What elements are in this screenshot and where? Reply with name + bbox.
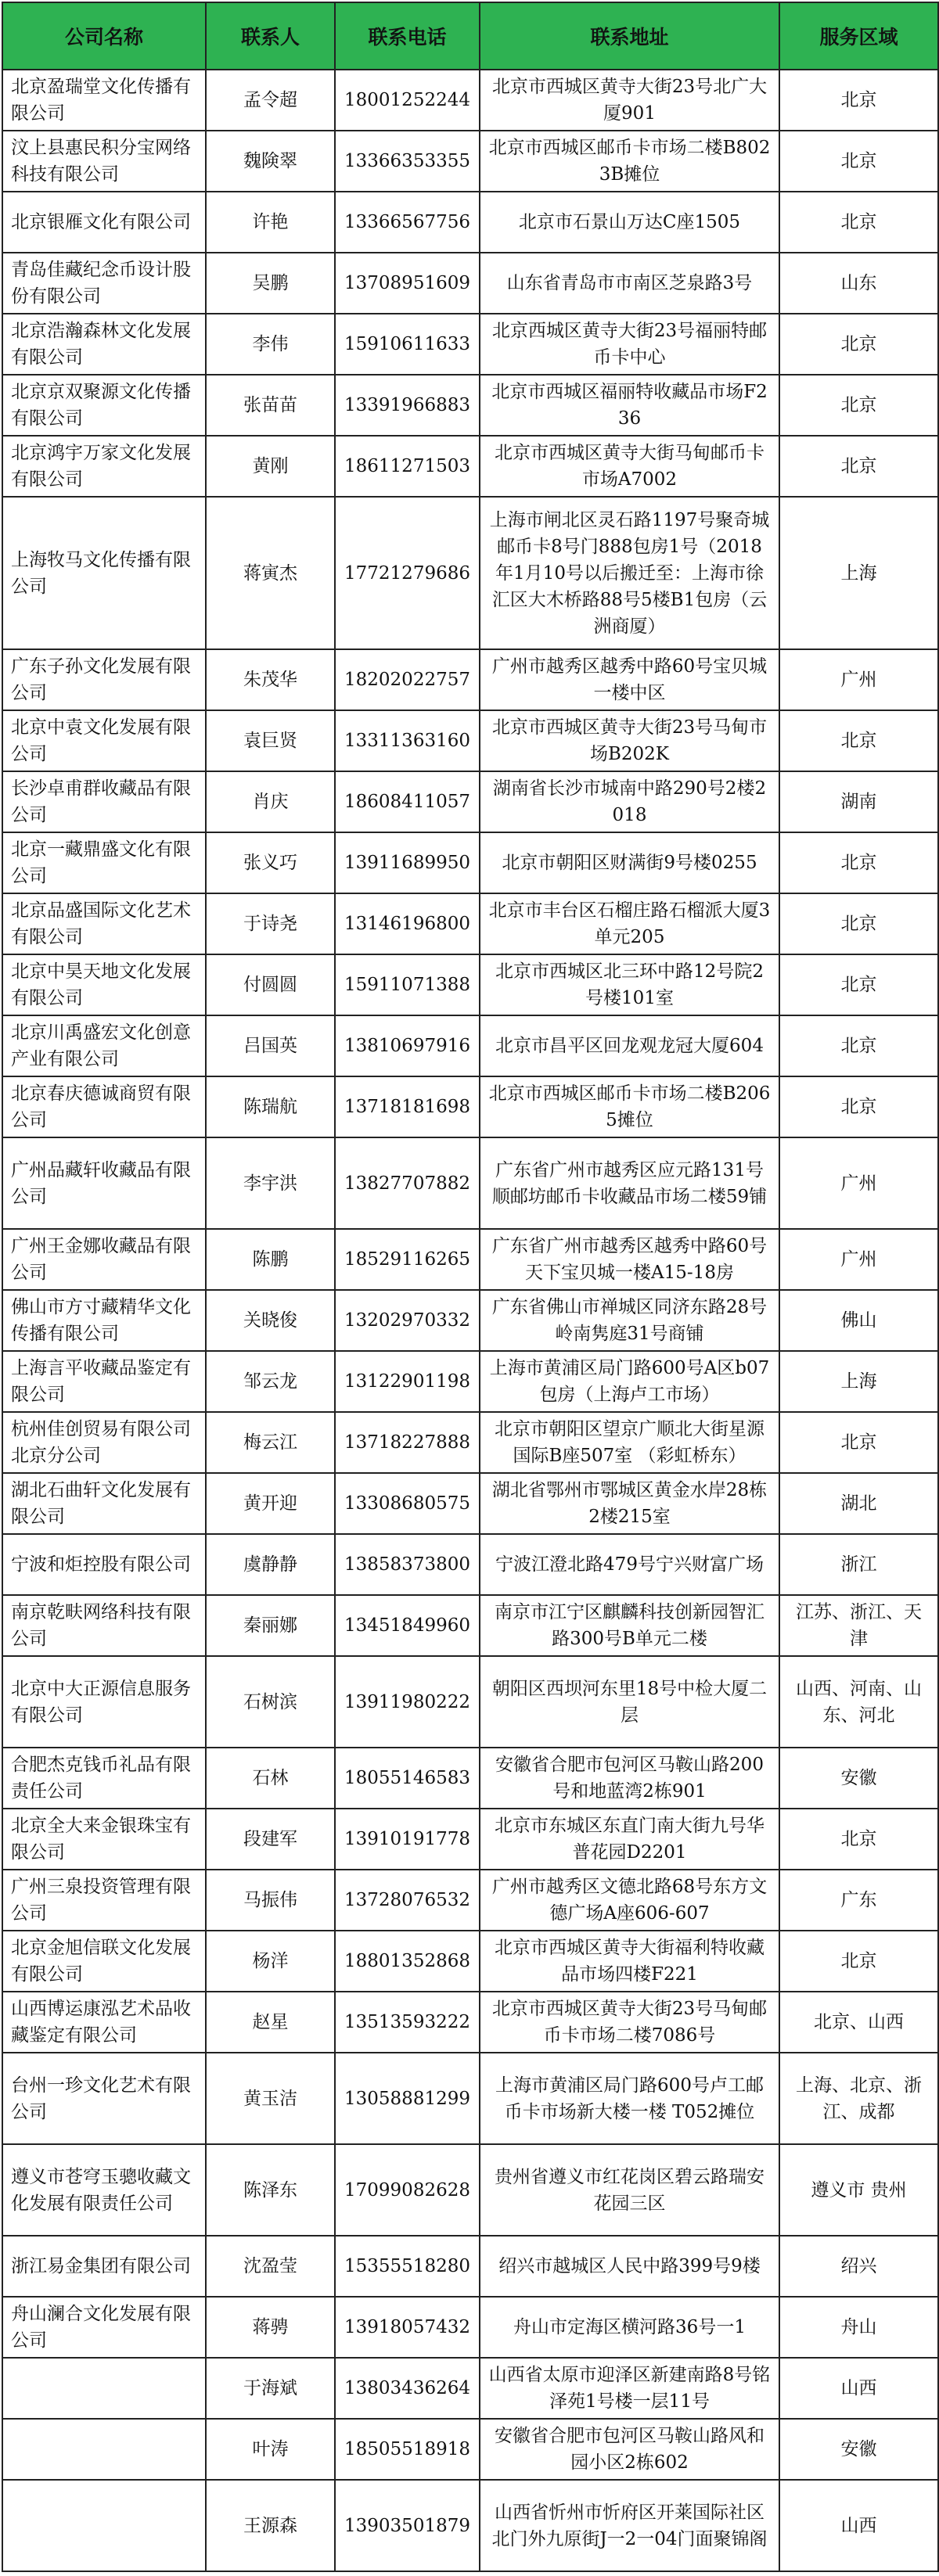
cell-contact: 黄玉洁 xyxy=(206,2053,335,2144)
table-row xyxy=(2,1748,938,1809)
cell-contact: 张苗苗 xyxy=(206,375,335,436)
table-row xyxy=(2,1473,938,1534)
table-row xyxy=(2,314,938,375)
cell-phone: 13366353355 xyxy=(335,131,480,192)
table-row xyxy=(2,2053,938,2144)
cell-region: 北京 xyxy=(779,1412,938,1473)
cell-contact: 杨洋 xyxy=(206,1931,335,1992)
cell-phone: 18202022757 xyxy=(335,649,480,710)
cell-company: 杭州佳创贸易有限公司北京分公司 xyxy=(2,1412,206,1473)
cell-company: 汶上县惠民积分宝网络科技有限公司 xyxy=(2,131,206,192)
cell-region: 北京、山西 xyxy=(779,1992,938,2053)
cell-address: 北京市西城区邮币卡市场二楼B2065摊位 xyxy=(480,1076,779,1137)
cell-phone: 13513593222 xyxy=(335,1992,480,2053)
cell-address: 北京市昌平区回龙观龙冠大厦604 xyxy=(480,1015,779,1076)
cell-region: 山西 xyxy=(779,2358,938,2419)
cell-phone: 13451849960 xyxy=(335,1595,480,1656)
cell-phone: 18055146583 xyxy=(335,1748,480,1809)
cell-region: 安徽 xyxy=(779,1748,938,1809)
cell-address: 上海市闸北区灵石路1197号聚奇城邮币卡8号门888包房1号（2018年1月10号以后搬迁至：上海市徐汇区大木桥路88号5楼B1包房（云洲商厦） xyxy=(480,497,779,649)
cell-address: 上海市黄浦区局门路600号A区b07包房（上海卢工市场） xyxy=(480,1351,779,1412)
cell-contact: 秦丽娜 xyxy=(206,1595,335,1656)
cell-contact: 陈泽东 xyxy=(206,2144,335,2236)
cell-phone: 17099082628 xyxy=(335,2144,480,2236)
cell-company: 广东子孙文化发展有限公司 xyxy=(2,649,206,710)
cell-region: 湖南 xyxy=(779,771,938,832)
cell-region: 北京 xyxy=(779,1931,938,1992)
cell-region: 佛山 xyxy=(779,1290,938,1351)
cell-contact: 沈盈莹 xyxy=(206,2236,335,2297)
cell-phone: 13146196800 xyxy=(335,893,480,954)
header-region: 服务区域 xyxy=(779,2,938,70)
cell-address: 广州市越秀区文德北路68号东方文德广场A座606-607 xyxy=(480,1870,779,1931)
table-row xyxy=(2,1870,938,1931)
table-row xyxy=(2,1015,938,1076)
cell-region: 上海 xyxy=(779,1351,938,1412)
cell-company: 北京浩瀚森林文化发展有限公司 xyxy=(2,314,206,375)
header-address: 联系地址 xyxy=(480,2,779,70)
cell-phone: 13858373800 xyxy=(335,1534,480,1595)
cell-contact: 李宇洪 xyxy=(206,1137,335,1229)
cell-address: 北京市西城区黄寺大街马甸邮币卡市场A7002 xyxy=(480,436,779,497)
cell-company: 北京中昊天地文化发展有限公司 xyxy=(2,954,206,1015)
cell-contact: 关晓俊 xyxy=(206,1290,335,1351)
cell-address: 湖南省长沙市城南中路290号2楼2018 xyxy=(480,771,779,832)
cell-address: 北京市西城区黄寺大街23号北广大厦901 xyxy=(480,70,779,131)
cell-address: 上海市黄浦区局门路600号卢工邮币卡市场新大楼一楼 T052摊位 xyxy=(480,2053,779,2144)
cell-address: 北京市丰台区石榴庄路石榴派大厦3单元205 xyxy=(480,893,779,954)
cell-region: 北京 xyxy=(779,832,938,893)
cell-contact: 蒋寅杰 xyxy=(206,497,335,649)
cell-company: 浙江易金集团有限公司 xyxy=(2,2236,206,2297)
cell-region: 江苏、浙江、天津 xyxy=(779,1595,938,1656)
table-row xyxy=(2,2236,938,2297)
cell-phone: 13718227888 xyxy=(335,1412,480,1473)
table-row xyxy=(2,1534,938,1595)
cell-contact: 邹云龙 xyxy=(206,1351,335,1412)
cell-region: 北京 xyxy=(779,70,938,131)
table-row xyxy=(2,375,938,436)
cell-region: 北京 xyxy=(779,192,938,253)
cell-contact: 赵星 xyxy=(206,1992,335,2053)
table-row xyxy=(2,649,938,710)
cell-contact: 石树滨 xyxy=(206,1656,335,1748)
header-contact: 联系人 xyxy=(206,2,335,70)
cell-phone: 15910611633 xyxy=(335,314,480,375)
cell-address: 广东省广州市越秀区越秀中路60号天下宝贝城一楼A15-18房 xyxy=(480,1229,779,1290)
table-row xyxy=(2,1137,938,1229)
cell-region: 上海 xyxy=(779,497,938,649)
table-row xyxy=(2,131,938,192)
cell-phone: 13827707882 xyxy=(335,1137,480,1229)
cell-company: 宁波和炬控股有限公司 xyxy=(2,1534,206,1595)
cell-region: 安徽 xyxy=(779,2419,938,2480)
cell-company: 青岛佳藏纪念币设计股份有限公司 xyxy=(2,253,206,314)
cell-company: 长沙卓甫群收藏品有限公司 xyxy=(2,771,206,832)
table-row xyxy=(2,1229,938,1290)
table-row xyxy=(2,497,938,649)
table-row xyxy=(2,771,938,832)
cell-address: 安徽省合肥市包河区马鞍山路风和园小区2栋602 xyxy=(480,2419,779,2480)
table-row xyxy=(2,1656,938,1748)
cell-address: 广东省佛山市禅城区同济东路28号岭南隽庭31号商铺 xyxy=(480,1290,779,1351)
cell-company: 北京全大来金银珠宝有限公司 xyxy=(2,1809,206,1870)
cell-region: 山东 xyxy=(779,253,938,314)
cell-contact: 黄刚 xyxy=(206,436,335,497)
cell-address: 朝阳区西坝河东里18号中检大厦二层 xyxy=(480,1656,779,1748)
cell-phone: 13391966883 xyxy=(335,375,480,436)
cell-phone: 13308680575 xyxy=(335,1473,480,1534)
table-row xyxy=(2,2144,938,2236)
header-row xyxy=(2,2,938,70)
cell-company: 舟山澜合文化发展有限公司 xyxy=(2,2297,206,2358)
cell-contact: 蒋骋 xyxy=(206,2297,335,2358)
cell-phone: 15355518280 xyxy=(335,2236,480,2297)
cell-company: 南京乾畉网络科技有限公司 xyxy=(2,1595,206,1656)
table-body xyxy=(2,70,938,2571)
table-row xyxy=(2,253,938,314)
cell-phone: 18505518918 xyxy=(335,2419,480,2480)
cell-company: 北京川禹盛宏文化创意产业有限公司 xyxy=(2,1015,206,1076)
cell-phone: 13910191778 xyxy=(335,1809,480,1870)
cell-contact: 段建军 xyxy=(206,1809,335,1870)
cell-contact: 许艳 xyxy=(206,192,335,253)
table-row xyxy=(2,710,938,771)
table-row xyxy=(2,2419,938,2480)
cell-region: 北京 xyxy=(779,131,938,192)
cell-phone: 13810697916 xyxy=(335,1015,480,1076)
cell-address: 北京西城区黄寺大街23号福丽特邮币卡中心 xyxy=(480,314,779,375)
cell-region: 广州 xyxy=(779,649,938,710)
cell-company: 北京金旭信联文化发展有限公司 xyxy=(2,1931,206,1992)
cell-address: 广东省广州市越秀区应元路131号顺邮坊邮币卡收藏品市场二楼59铺 xyxy=(480,1137,779,1229)
cell-contact: 付圆圆 xyxy=(206,954,335,1015)
cell-phone: 13911980222 xyxy=(335,1656,480,1748)
cell-address: 北京市西城区黄寺大街23号马甸邮币卡市场二楼7086号 xyxy=(480,1992,779,2053)
cell-region: 北京 xyxy=(779,375,938,436)
cell-phone: 18611271503 xyxy=(335,436,480,497)
cell-address: 宁波江澄北路479号宁兴财富广场 xyxy=(480,1534,779,1595)
cell-region: 上海、北京、浙江、成都 xyxy=(779,2053,938,2144)
cell-address: 北京市石景山万达C座1505 xyxy=(480,192,779,253)
cell-contact: 吕国英 xyxy=(206,1015,335,1076)
cell-company xyxy=(2,2480,206,2571)
cell-region: 北京 xyxy=(779,954,938,1015)
cell-region: 广州 xyxy=(779,1229,938,1290)
table-row xyxy=(2,2358,938,2419)
cell-address: 北京市西城区福丽特收藏品市场F236 xyxy=(480,375,779,436)
cell-company: 北京春庆德诚商贸有限公司 xyxy=(2,1076,206,1137)
cell-region: 遵义市 贵州 xyxy=(779,2144,938,2236)
cell-contact: 吴鹏 xyxy=(206,253,335,314)
cell-company: 上海言平收藏品鉴定有限公司 xyxy=(2,1351,206,1412)
cell-phone: 13803436264 xyxy=(335,2358,480,2419)
cell-contact: 李伟 xyxy=(206,314,335,375)
cell-address: 山西省太原市迎泽区新建南路8号铭泽苑1号楼一层11号 xyxy=(480,2358,779,2419)
table-row xyxy=(2,2480,938,2571)
cell-phone: 15911071388 xyxy=(335,954,480,1015)
cell-contact: 肖庆 xyxy=(206,771,335,832)
table-row xyxy=(2,436,938,497)
table-row xyxy=(2,70,938,131)
cell-contact: 虞静静 xyxy=(206,1534,335,1595)
table-row xyxy=(2,954,938,1015)
cell-address: 绍兴市越城区人民中路399号9楼 xyxy=(480,2236,779,2297)
cell-phone: 18001252244 xyxy=(335,70,480,131)
cell-company: 北京盈瑞堂文化传播有限公司 xyxy=(2,70,206,131)
cell-region: 湖北 xyxy=(779,1473,938,1534)
cell-address: 舟山市定海区横河路36号一1 xyxy=(480,2297,779,2358)
cell-company: 上海牧马文化传播有限公司 xyxy=(2,497,206,649)
cell-contact: 魏険翠 xyxy=(206,131,335,192)
cell-company: 北京鸿宇万家文化发展有限公司 xyxy=(2,436,206,497)
cell-address: 北京市西城区北三环中路12号院2号楼101室 xyxy=(480,954,779,1015)
cell-company: 遵义市苍穹玉骢收藏文化发展有限责任公司 xyxy=(2,2144,206,2236)
cell-region: 北京 xyxy=(779,436,938,497)
header-phone: 联系电话 xyxy=(335,2,480,70)
cell-region: 广州 xyxy=(779,1137,938,1229)
cell-address: 北京市朝阳区财满街9号楼0255 xyxy=(480,832,779,893)
table-row xyxy=(2,1412,938,1473)
cell-contact: 朱茂华 xyxy=(206,649,335,710)
cell-contact: 陈瑞航 xyxy=(206,1076,335,1137)
cell-company: 北京中大正源信息服务有限公司 xyxy=(2,1656,206,1748)
cell-company: 湖北石曲轩文化发展有限公司 xyxy=(2,1473,206,1534)
cell-address: 山东省青岛市市南区芝泉路3号 xyxy=(480,253,779,314)
table-row xyxy=(2,1351,938,1412)
cell-phone: 18608411057 xyxy=(335,771,480,832)
cell-phone: 18801352868 xyxy=(335,1931,480,1992)
cell-address: 山西省忻州市忻府区开莱国际社区北门外九原街J一2一04门面聚锦阁 xyxy=(480,2480,779,2571)
table-row xyxy=(2,1076,938,1137)
cell-contact: 梅云江 xyxy=(206,1412,335,1473)
cell-phone: 13918057432 xyxy=(335,2297,480,2358)
cell-region: 绍兴 xyxy=(779,2236,938,2297)
table-row xyxy=(2,2297,938,2358)
cell-phone: 13718181698 xyxy=(335,1076,480,1137)
cell-region: 北京 xyxy=(779,893,938,954)
cell-phone: 13122901198 xyxy=(335,1351,480,1412)
cell-company: 广州王金娜收藏品有限公司 xyxy=(2,1229,206,1290)
table-row xyxy=(2,893,938,954)
cell-contact: 叶涛 xyxy=(206,2419,335,2480)
cell-phone: 13903501879 xyxy=(335,2480,480,2571)
cell-region: 北京 xyxy=(779,1015,938,1076)
cell-company: 合肥杰克钱币礼品有限责任公司 xyxy=(2,1748,206,1809)
cell-phone: 13202970332 xyxy=(335,1290,480,1351)
cell-contact: 张义巧 xyxy=(206,832,335,893)
table-row xyxy=(2,1595,938,1656)
cell-contact: 于海斌 xyxy=(206,2358,335,2419)
cell-address: 安徽省合肥市包河区马鞍山路200号和地蓝湾2栋901 xyxy=(480,1748,779,1809)
table-row xyxy=(2,832,938,893)
cell-address: 北京市西城区黄寺大街福利特收藏品市场四楼F221 xyxy=(480,1931,779,1992)
table-row xyxy=(2,1290,938,1351)
cell-region: 山西、河南、山东、河北 xyxy=(779,1656,938,1748)
cell-contact: 孟令超 xyxy=(206,70,335,131)
cell-company: 广州三泉投资管理有限公司 xyxy=(2,1870,206,1931)
cell-company xyxy=(2,2419,206,2480)
cell-phone: 13366567756 xyxy=(335,192,480,253)
cell-region: 广东 xyxy=(779,1870,938,1931)
cell-company: 山西博运康泓艺术品收藏鉴定有限公司 xyxy=(2,1992,206,2053)
cell-contact: 于诗尧 xyxy=(206,893,335,954)
cell-phone: 18529116265 xyxy=(335,1229,480,1290)
cell-phone: 13311363160 xyxy=(335,710,480,771)
company-contact-table xyxy=(2,2,939,2572)
cell-company: 北京银雁文化有限公司 xyxy=(2,192,206,253)
cell-address: 湖北省鄂州市鄂城区黄金水岸28栋2楼215室 xyxy=(480,1473,779,1534)
table-row xyxy=(2,1992,938,2053)
cell-company: 北京中袁文化发展有限公司 xyxy=(2,710,206,771)
cell-company xyxy=(2,2358,206,2419)
cell-region: 北京 xyxy=(779,710,938,771)
table-row xyxy=(2,1809,938,1870)
header-company: 公司名称 xyxy=(2,2,206,70)
cell-phone: 13728076532 xyxy=(335,1870,480,1931)
cell-region: 浙江 xyxy=(779,1534,938,1595)
cell-phone: 17721279686 xyxy=(335,497,480,649)
cell-company: 北京京双聚源文化传播有限公司 xyxy=(2,375,206,436)
cell-company: 北京一藏鼎盛文化有限公司 xyxy=(2,832,206,893)
cell-phone: 13708951609 xyxy=(335,253,480,314)
cell-region: 舟山 xyxy=(779,2297,938,2358)
cell-region: 山西 xyxy=(779,2480,938,2571)
cell-contact: 马振伟 xyxy=(206,1870,335,1931)
cell-contact: 黄开迎 xyxy=(206,1473,335,1534)
cell-contact: 袁巨贤 xyxy=(206,710,335,771)
cell-contact: 王源森 xyxy=(206,2480,335,2571)
cell-company: 佛山市方寸藏精华文化传播有限公司 xyxy=(2,1290,206,1351)
table-row xyxy=(2,1931,938,1992)
cell-company: 北京品盛国际文化艺术有限公司 xyxy=(2,893,206,954)
cell-address: 北京市朝阳区望京广顺北大街星源国际B座507室 （彩虹桥东） xyxy=(480,1412,779,1473)
table-row xyxy=(2,192,938,253)
cell-company: 台州一珍文化艺术有限公司 xyxy=(2,2053,206,2144)
cell-address: 北京市西城区黄寺大街23号马甸市场B202K xyxy=(480,710,779,771)
cell-contact: 石林 xyxy=(206,1748,335,1809)
cell-address: 北京市东城区东直门南大街九号华普花园D2201 xyxy=(480,1809,779,1870)
cell-address: 南京市江宁区麒麟科技创新园智汇路300号B单元二楼 xyxy=(480,1595,779,1656)
cell-company: 广州品藏轩收藏品有限公司 xyxy=(2,1137,206,1229)
cell-address: 北京市西城区邮币卡市场二楼B8023B摊位 xyxy=(480,131,779,192)
cell-region: 北京 xyxy=(779,1809,938,1870)
cell-contact: 陈鹏 xyxy=(206,1229,335,1290)
cell-phone: 13911689950 xyxy=(335,832,480,893)
cell-region: 北京 xyxy=(779,314,938,375)
cell-address: 广州市越秀区越秀中路60号宝贝城一楼中区 xyxy=(480,649,779,710)
cell-phone: 13058881299 xyxy=(335,2053,480,2144)
cell-address: 贵州省遵义市红花岗区碧云路瑞安花园三区 xyxy=(480,2144,779,2236)
cell-region: 北京 xyxy=(779,1076,938,1137)
